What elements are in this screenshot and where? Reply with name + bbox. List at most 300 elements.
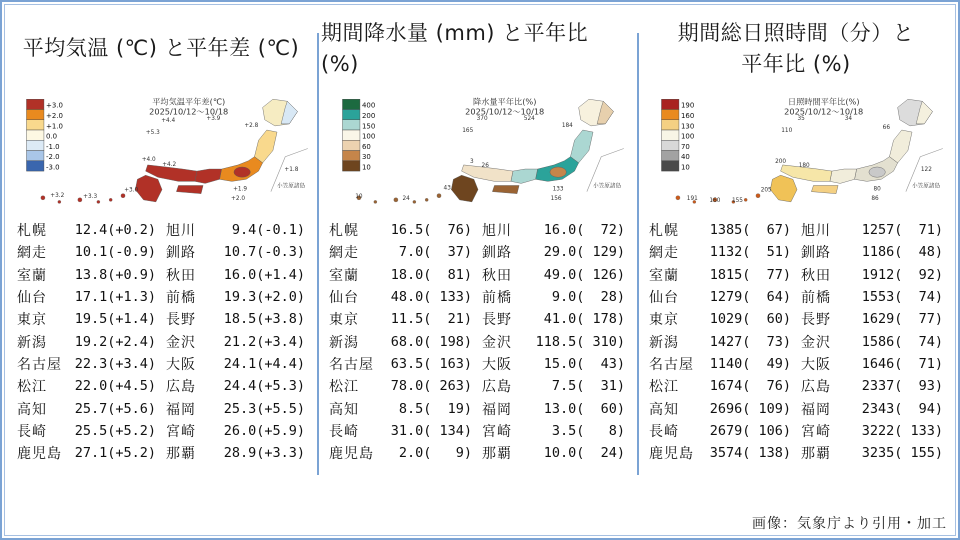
table-row xyxy=(166,375,305,397)
city-name: 松江 xyxy=(649,379,679,396)
legend-swatch xyxy=(342,140,359,150)
map-title: 日照時間平年比(%) xyxy=(787,96,860,107)
city-name: 仙台 xyxy=(329,290,359,307)
city-table-left xyxy=(329,219,472,464)
city-name: 鹿児島 xyxy=(649,446,694,463)
map-area xyxy=(321,91,633,209)
legend-label: 40 xyxy=(681,153,690,162)
city-value: 1674( 76) xyxy=(709,378,791,395)
city-value: 15.0( 43) xyxy=(535,355,625,372)
legend-label: 130 xyxy=(681,122,695,131)
city-value: 1029( 60) xyxy=(709,311,791,328)
city-name: 大阪 xyxy=(801,356,831,373)
table-row xyxy=(17,264,156,286)
city-name: 大阪 xyxy=(166,356,196,373)
city-name: 旭川 xyxy=(166,223,196,240)
region-kansai xyxy=(511,169,538,183)
city-value: 48.0( 133) xyxy=(390,289,472,306)
legend-label: 0.0 xyxy=(46,132,58,141)
city-name: 那覇 xyxy=(482,446,512,463)
city-name: 仙台 xyxy=(17,290,47,307)
city-name: 広島 xyxy=(166,379,196,396)
legend-label: 100 xyxy=(681,132,695,141)
city-name: 広島 xyxy=(482,379,512,396)
region-shikoku xyxy=(492,185,519,193)
legend-label: 150 xyxy=(362,122,376,131)
panel-title xyxy=(9,7,313,91)
city-value: 68.0( 198) xyxy=(390,333,472,350)
table-row xyxy=(17,308,156,330)
map-date: 2025/10/12～10/18 xyxy=(465,106,545,117)
panel-title-line1: 期間総日照時間（分）と xyxy=(677,20,915,45)
legend-label: -1.0 xyxy=(46,142,60,151)
map-annotation: 35 xyxy=(797,115,805,122)
city-name: 新潟 xyxy=(17,334,47,351)
city-name: 新潟 xyxy=(649,334,679,351)
city-table-right xyxy=(166,219,305,464)
city-value: 17.1(+1.3) xyxy=(74,289,156,306)
table-row xyxy=(482,442,625,464)
table-row xyxy=(801,397,943,419)
city-name: 長崎 xyxy=(17,423,47,440)
city-name: 高知 xyxy=(649,401,679,418)
table-row xyxy=(329,219,472,241)
legend-swatch xyxy=(26,151,43,161)
image-credit: 画像：気象庁より引用・加工 xyxy=(752,516,947,532)
city-value: 27.1(+5.2) xyxy=(74,445,156,462)
city-value: 16.5( 76) xyxy=(390,222,472,239)
table-row xyxy=(649,330,791,352)
table-row xyxy=(482,420,625,442)
panel-title xyxy=(641,7,951,91)
japan-map xyxy=(12,91,310,206)
city-name: 長野 xyxy=(482,312,512,329)
city-value: 2.0( 9) xyxy=(390,445,472,462)
city-value: 26.0(+5.9) xyxy=(223,422,305,439)
table-row xyxy=(482,375,625,397)
map-annotation: +3.2 xyxy=(50,192,65,199)
city-name: 福岡 xyxy=(166,401,196,418)
city-name: 宮崎 xyxy=(166,423,196,440)
map-annotation: 160 xyxy=(709,197,721,204)
city-name: 網走 xyxy=(649,245,679,262)
table-row xyxy=(166,353,305,375)
city-name: 鹿児島 xyxy=(329,446,374,463)
city-name: 那覇 xyxy=(801,446,831,463)
japan-map xyxy=(647,91,945,206)
city-name: 金沢 xyxy=(801,334,831,351)
table-row xyxy=(649,420,791,442)
table-row xyxy=(166,264,305,286)
city-value: 22.3(+3.4) xyxy=(74,355,156,372)
table-row xyxy=(17,353,156,375)
legend-swatch xyxy=(661,130,678,140)
city-name: 室蘭 xyxy=(649,267,679,284)
city-value: 9.4(-0.1) xyxy=(223,222,305,239)
city-value: 10.7(-0.3) xyxy=(223,244,305,261)
city-value: 1279( 64) xyxy=(709,289,791,306)
city-name: 松江 xyxy=(17,379,47,396)
table-row xyxy=(329,286,472,308)
city-value: 2337( 93) xyxy=(861,378,943,395)
city-value: 7.5( 31) xyxy=(535,378,625,395)
city-value: 28.9(+3.3) xyxy=(223,445,305,462)
legend-swatch xyxy=(661,109,678,119)
city-name: 室蘭 xyxy=(329,267,359,284)
city-name: 新潟 xyxy=(329,334,359,351)
legend-swatch xyxy=(26,130,43,140)
city-name: 広島 xyxy=(801,379,831,396)
city-name: 鹿児島 xyxy=(17,446,62,463)
table-row xyxy=(482,286,625,308)
city-name: 高知 xyxy=(17,401,47,418)
map-annotation: 524 xyxy=(523,115,535,122)
map-annotation: +4.0 xyxy=(141,156,156,163)
map-annotation: +4.2 xyxy=(162,161,177,168)
map-date: 2025/10/12～10/18 xyxy=(784,106,864,117)
map-annotation: 122 xyxy=(920,167,932,174)
city-value: 13.0( 60) xyxy=(535,400,625,417)
city-name: 秋田 xyxy=(166,267,196,284)
city-value: 10.0( 24) xyxy=(535,445,625,462)
map-annotation: 43 xyxy=(443,185,451,192)
table-row xyxy=(329,375,472,397)
city-name: 前橋 xyxy=(801,290,831,307)
city-name: 釧路 xyxy=(801,245,831,262)
city-value: 18.0( 81) xyxy=(390,266,472,283)
city-value: 1629( 77) xyxy=(861,311,943,328)
map-annotation: 24 xyxy=(402,195,410,202)
city-table-left xyxy=(649,219,791,464)
table-row xyxy=(17,397,156,419)
city-value: 31.0( 134) xyxy=(390,422,472,439)
city-tables xyxy=(641,219,951,464)
city-name: 釧路 xyxy=(482,245,512,262)
region-kansai xyxy=(195,169,222,183)
map-area xyxy=(641,91,951,209)
legend-swatch xyxy=(26,120,43,130)
table-row xyxy=(482,330,625,352)
city-value: 16.0( 72) xyxy=(535,222,625,239)
city-table-left xyxy=(17,219,156,464)
city-name: 前橋 xyxy=(166,290,196,307)
panel-divider-1 xyxy=(317,33,319,475)
map-annotation: 34 xyxy=(844,115,853,122)
city-value: 19.5(+1.4) xyxy=(74,311,156,328)
panels xyxy=(5,5,955,535)
city-value: 19.2(+2.4) xyxy=(74,333,156,350)
map-annotation: +5.3 xyxy=(145,130,160,137)
island-chain xyxy=(357,194,441,204)
legend-label: 10 xyxy=(362,163,371,172)
region-inner-patch xyxy=(869,167,885,177)
map-legend xyxy=(661,99,694,171)
legend-swatch xyxy=(342,151,359,161)
city-value: 2679( 106) xyxy=(709,422,791,439)
map-annotation: 200 xyxy=(775,158,787,165)
table-row xyxy=(801,420,943,442)
city-name: 室蘭 xyxy=(17,267,47,284)
city-table-right xyxy=(482,219,625,464)
table-row xyxy=(166,442,305,464)
map-annotation: 205 xyxy=(760,187,772,194)
table-row xyxy=(801,308,943,330)
table-row xyxy=(482,397,625,419)
map-annotation: 155 xyxy=(731,197,743,204)
table-row xyxy=(329,420,472,442)
map-annotation: 184 xyxy=(561,122,573,129)
city-name: 東京 xyxy=(649,312,679,329)
map-annotation: 3 xyxy=(470,158,474,165)
city-name: 札幌 xyxy=(329,223,359,240)
city-name: 旭川 xyxy=(801,223,831,240)
table-row xyxy=(166,330,305,352)
map-annotation: 10 xyxy=(355,193,363,200)
table-row xyxy=(649,241,791,263)
legend-swatch xyxy=(342,120,359,130)
region-kansai xyxy=(830,169,857,183)
legend-swatch xyxy=(661,151,678,161)
city-value: 16.0(+1.4) xyxy=(223,266,305,283)
map-annotation: +3.9 xyxy=(206,115,221,122)
city-value: 11.5( 21) xyxy=(390,311,472,328)
table-row xyxy=(17,442,156,464)
map-area xyxy=(9,91,313,209)
legend-swatch xyxy=(26,140,43,150)
table-row xyxy=(649,308,791,330)
city-name: 長崎 xyxy=(329,423,359,440)
table-row xyxy=(329,330,472,352)
city-name: 長野 xyxy=(166,312,196,329)
table-row xyxy=(801,219,943,241)
city-name: 札幌 xyxy=(649,223,679,240)
legend-label: +3.0 xyxy=(46,101,63,110)
city-value: 118.5( 310) xyxy=(535,333,625,350)
table-row xyxy=(482,241,625,263)
city-name: 秋田 xyxy=(482,267,512,284)
city-value: 49.0( 126) xyxy=(535,266,625,283)
weather-dashboard xyxy=(4,4,956,536)
table-row xyxy=(166,286,305,308)
table-row xyxy=(166,308,305,330)
city-value: 78.0( 263) xyxy=(390,378,472,395)
map-legend xyxy=(26,99,62,171)
panel-title-line1: 平均気温 (℃) と平年差 (℃) xyxy=(22,36,300,61)
city-value: 2343( 94) xyxy=(861,400,943,417)
panel-title-line1: 期間降水量 (mm) と平年比 (%) xyxy=(321,20,589,76)
ogasawara-label: 小笠原諸島 xyxy=(593,183,622,190)
table-row xyxy=(482,264,625,286)
region-tohoku xyxy=(570,130,593,163)
map-annotation: 180 xyxy=(798,162,810,169)
city-name: 宮崎 xyxy=(482,423,512,440)
city-value: 25.5(+5.2) xyxy=(74,422,156,439)
legend-label: 200 xyxy=(362,112,376,121)
city-tables xyxy=(9,219,313,464)
city-name: 長野 xyxy=(801,312,831,329)
city-name: 宮崎 xyxy=(801,423,831,440)
map-annotation: +4.4 xyxy=(161,117,176,124)
map-legend xyxy=(342,99,375,171)
panel-title-line2: 平年比 (%) xyxy=(741,52,851,76)
city-name: 釧路 xyxy=(166,245,196,262)
legend-swatch xyxy=(661,161,678,171)
city-name: 高知 xyxy=(329,401,359,418)
region-tohoku xyxy=(889,130,912,163)
legend-label: 70 xyxy=(681,142,690,151)
table-row xyxy=(801,330,943,352)
city-value: 3574( 138) xyxy=(709,445,791,462)
legend-label: +1.0 xyxy=(46,122,63,131)
table-row xyxy=(649,264,791,286)
city-value: 1553( 74) xyxy=(861,289,943,306)
legend-swatch xyxy=(26,109,43,119)
table-row xyxy=(482,219,625,241)
table-row xyxy=(17,241,156,263)
table-row xyxy=(482,353,625,375)
map-annotation: 66 xyxy=(882,124,891,131)
legend-label: 400 xyxy=(362,101,376,110)
legend-swatch xyxy=(342,161,359,171)
city-value: 13.8(+0.9) xyxy=(74,266,156,283)
legend-label: 10 xyxy=(681,163,690,172)
weather-panel xyxy=(637,5,955,535)
city-value: 1186( 48) xyxy=(861,244,943,261)
table-row xyxy=(649,219,791,241)
city-name: 金沢 xyxy=(166,334,196,351)
city-value: 19.3(+2.0) xyxy=(223,289,305,306)
table-row xyxy=(801,353,943,375)
table-row xyxy=(801,375,943,397)
legend-swatch xyxy=(26,99,43,109)
city-value: 21.2(+3.4) xyxy=(223,333,305,350)
city-name: 仙台 xyxy=(649,290,679,307)
city-value: 9.0( 28) xyxy=(535,289,625,306)
legend-swatch xyxy=(26,161,43,171)
region-kyushu xyxy=(135,175,162,202)
region-kyushu xyxy=(770,175,797,202)
legend-swatch xyxy=(342,99,359,109)
city-name: 東京 xyxy=(17,312,47,329)
city-name: 前橋 xyxy=(482,290,512,307)
city-name: 福岡 xyxy=(801,401,831,418)
map-annotation: +2.0 xyxy=(231,195,245,202)
city-value: 25.7(+5.6) xyxy=(74,400,156,417)
city-value: 3.5( 8) xyxy=(535,422,625,439)
city-name: 名古屋 xyxy=(17,356,62,373)
city-value: 24.4(+5.3) xyxy=(223,378,305,395)
city-value: 1427( 73) xyxy=(709,333,791,350)
map-annotation: 80 xyxy=(873,186,881,193)
city-value: 3235( 155) xyxy=(861,445,943,462)
table-row xyxy=(329,264,472,286)
table-row xyxy=(482,308,625,330)
region-inner-patch xyxy=(234,167,250,177)
map-annotation: 156 xyxy=(550,195,562,202)
city-table-right xyxy=(801,219,943,464)
table-row xyxy=(166,219,305,241)
map-date: 2025/10/12～10/18 xyxy=(149,106,229,117)
city-value: 22.0(+4.5) xyxy=(74,378,156,395)
table-row xyxy=(649,353,791,375)
table-row xyxy=(17,375,156,397)
legend-label: -2.0 xyxy=(46,153,60,162)
city-name: 名古屋 xyxy=(649,356,694,373)
map-annotation: +3.0 xyxy=(124,187,139,194)
map-annotation: +1.8 xyxy=(284,167,299,174)
table-row xyxy=(166,241,305,263)
table-row xyxy=(329,308,472,330)
city-value: 1132( 51) xyxy=(709,244,791,261)
map-annotation: +1.9 xyxy=(233,186,248,193)
city-value: 7.0( 37) xyxy=(390,244,472,261)
table-row xyxy=(649,442,791,464)
region-inner-patch xyxy=(550,167,566,177)
map-annotation: 86 xyxy=(871,195,879,202)
city-value: 63.5( 163) xyxy=(390,355,472,372)
city-value: 25.3(+5.5) xyxy=(223,400,305,417)
city-name: 秋田 xyxy=(801,267,831,284)
city-value: 10.1(-0.9) xyxy=(74,244,156,261)
city-value: 12.4(+0.2) xyxy=(74,222,156,239)
panel-title xyxy=(321,7,633,91)
legend-label: 160 xyxy=(681,112,695,121)
city-value: 1586( 74) xyxy=(861,333,943,350)
city-value: 1385( 67) xyxy=(709,222,791,239)
region-shikoku xyxy=(176,185,203,193)
city-value: 2696( 109) xyxy=(709,400,791,417)
ogasawara-label: 小笠原諸島 xyxy=(277,183,306,190)
city-name: 金沢 xyxy=(482,334,512,351)
city-name: 網走 xyxy=(329,245,359,262)
map-annotation: +3.3 xyxy=(83,193,98,200)
table-row xyxy=(801,264,943,286)
table-row xyxy=(801,286,943,308)
map-title: 平均気温平年差(℃) xyxy=(152,96,226,107)
map-annotation: +2.8 xyxy=(244,122,259,129)
map-title: 降水量平年比(%) xyxy=(473,96,537,107)
ogasawara-label: 小笠原諸島 xyxy=(912,183,941,190)
region-kyushu xyxy=(451,175,478,202)
city-value: 8.5( 19) xyxy=(390,400,472,417)
table-row xyxy=(329,241,472,263)
city-name: 札幌 xyxy=(17,223,47,240)
table-row xyxy=(17,286,156,308)
city-value: 18.5(+3.8) xyxy=(223,311,305,328)
table-row xyxy=(329,397,472,419)
map-annotation: 110 xyxy=(781,128,793,135)
japan-map xyxy=(328,91,626,206)
table-row xyxy=(801,241,943,263)
map-annotation: 26 xyxy=(481,162,489,169)
table-row xyxy=(649,286,791,308)
region-tohoku xyxy=(254,130,277,163)
city-value: 1912( 92) xyxy=(861,266,943,283)
legend-label: -3.0 xyxy=(46,163,60,172)
legend-label: 60 xyxy=(362,142,371,151)
table-row xyxy=(17,330,156,352)
city-tables xyxy=(321,219,633,464)
city-name: 東京 xyxy=(329,312,359,329)
city-value: 29.0( 129) xyxy=(535,244,625,261)
legend-swatch xyxy=(342,130,359,140)
city-name: 那覇 xyxy=(166,446,196,463)
table-row xyxy=(17,219,156,241)
weather-panel xyxy=(317,5,637,535)
legend-swatch xyxy=(342,109,359,119)
table-row xyxy=(166,420,305,442)
city-value: 1140( 49) xyxy=(709,355,791,372)
